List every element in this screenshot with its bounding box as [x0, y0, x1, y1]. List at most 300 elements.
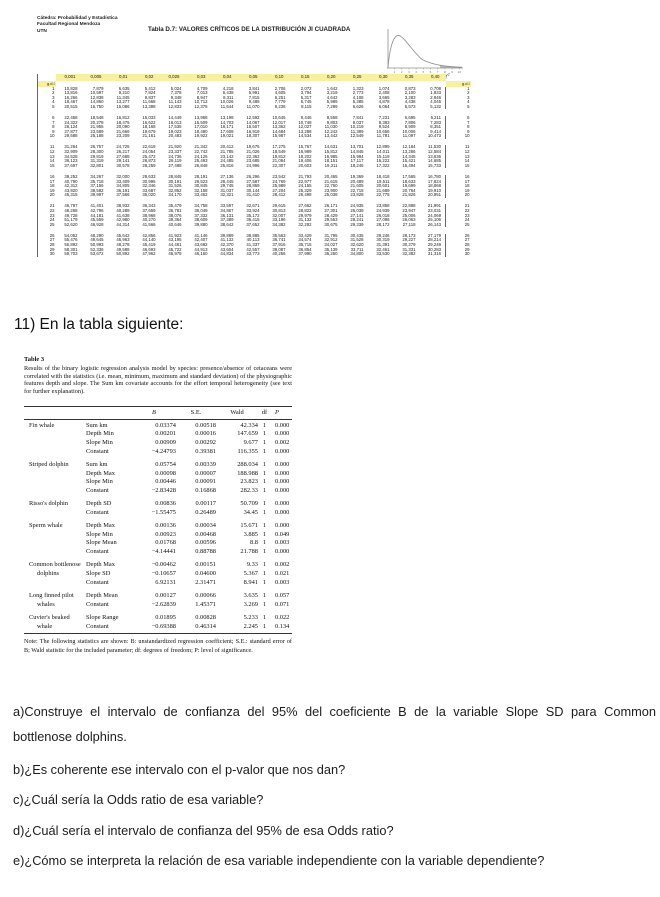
- wald-statistic: 8.941: [243, 578, 258, 586]
- degrees-of-freedom: 1: [262, 421, 267, 429]
- chi-critical-value: 9,210: [118, 91, 130, 96]
- chi-critical-value: 36,131: [220, 213, 234, 218]
- chi-critical-value: 40,270: [142, 218, 156, 223]
- regression-data-row: [24, 561, 292, 570]
- chi-critical-value: 28,241: [350, 218, 364, 223]
- chi-critical-value: 6,438: [222, 91, 234, 96]
- chi-critical-value: 22,362: [246, 154, 260, 159]
- species-name: [24, 531, 86, 540]
- wald-statistic: 188.988: [237, 469, 258, 477]
- gl-value-right: 8: [467, 125, 470, 130]
- chi-critical-value: 39,087: [272, 247, 286, 252]
- chi-critical-value: 28,214: [420, 238, 446, 243]
- gl-value-right: 27: [464, 238, 470, 243]
- chi-critical-value: 25,989: [272, 184, 286, 189]
- p-value: 0.002: [275, 561, 290, 569]
- chi-critical-value: 9,446: [300, 115, 312, 121]
- chi-critical-value: 12,833: [168, 104, 182, 109]
- species-name: [24, 478, 86, 487]
- chi-critical-value: 14,685: [420, 159, 446, 164]
- chi-critical-value: 42,980: [116, 218, 130, 223]
- p-value: 0.000: [275, 500, 290, 508]
- b-coefficient: 0.00836: [155, 500, 176, 508]
- chi-critical-value: 36,123: [64, 159, 78, 164]
- chi-critical-value: 44,140: [142, 238, 156, 243]
- chi-critical-value: 29,227: [402, 238, 416, 243]
- gl-value-left: 27: [49, 238, 55, 243]
- regression-data-row: [24, 531, 292, 540]
- gl-value-right: 15: [464, 163, 470, 168]
- chi-critical-value: 37,652: [246, 222, 260, 227]
- species-name: [24, 548, 86, 557]
- chi-critical-value: 25,816: [220, 163, 234, 168]
- chi-critical-value: 30,845: [194, 184, 208, 189]
- gl-value-right: 23: [464, 213, 470, 218]
- chi-critical-value: 25,006: [402, 213, 416, 218]
- chi-critical-value: 11,030: [324, 125, 338, 130]
- chi-critical-value: 21,920: [168, 145, 182, 150]
- chi-critical-values-table: [37, 74, 471, 257]
- chi-critical-value: 8,311: [223, 95, 234, 100]
- chi-critical-value: 9,037: [352, 120, 364, 125]
- chi-critical-value: 18,633: [402, 179, 416, 184]
- chi-critical-value: 37,566: [116, 193, 130, 198]
- chi-probability-header: 0,35: [394, 74, 420, 81]
- chi-critical-value: 26,171: [324, 204, 338, 209]
- chi-critical-value: 32,912: [324, 238, 338, 243]
- chi-critical-value: 21,826: [402, 193, 416, 198]
- b-coefficient: 0.00446: [155, 478, 176, 486]
- chi-critical-value: 12,184: [402, 145, 416, 150]
- wald-statistic: 15.671: [240, 522, 258, 530]
- variable-name: Slope Range: [86, 613, 119, 621]
- chi-critical-value: 40,256: [272, 252, 286, 257]
- chi-critical-value: 40,289: [116, 208, 130, 214]
- degrees-of-freedom: 1: [262, 600, 267, 608]
- chi-critical-value: 25,038: [324, 193, 338, 198]
- gl-value-right: 30: [464, 252, 470, 257]
- gl-value-right: 29: [464, 247, 470, 252]
- chi-critical-value: 43,662: [194, 243, 208, 248]
- chi-critical-value: 45,315: [64, 193, 78, 198]
- chi-critical-value: 2,100: [404, 91, 416, 96]
- chi-critical-value: 1,833: [420, 91, 446, 96]
- chi-critical-value: 11,143: [168, 100, 182, 105]
- chi-critical-value: 30,435: [350, 233, 364, 238]
- p-value: 0.000: [275, 508, 290, 516]
- regression-data-row: [24, 470, 292, 479]
- chi-critical-value: 30,144: [246, 188, 260, 193]
- chi-critical-value: 19,021: [220, 134, 234, 139]
- chi-critical-value: 38,885: [246, 233, 260, 238]
- gl-value-left: 5: [52, 104, 55, 109]
- curve-tick-label: 9: [451, 70, 453, 74]
- b-coefficient: −4.24793: [151, 447, 176, 455]
- curve-tick-label: 1: [393, 70, 396, 74]
- chi-critical-value: 27,301: [324, 208, 338, 214]
- chi-critical-value: 14,011: [376, 150, 390, 155]
- chi-critical-value: 19,812: [272, 154, 286, 159]
- chi-critical-value: 18,475: [116, 120, 130, 125]
- chi-critical-value: 37,916: [272, 243, 286, 248]
- chi-critical-value: 39,997: [90, 193, 104, 198]
- chi-critical-value: 32,801: [90, 163, 104, 168]
- chi-critical-value: 11,668: [142, 100, 156, 105]
- regression-header-spacer: [86, 409, 132, 418]
- chi-critical-value: 49,588: [116, 247, 130, 252]
- curve-tick-label: 8: [444, 70, 446, 74]
- wald-statistic: 50.709: [240, 500, 258, 508]
- chi-critical-value: 27,204: [272, 188, 286, 193]
- chi-critical-value: 2,706: [274, 86, 286, 91]
- chi-critical-value: 17,565: [402, 174, 416, 179]
- chi-critical-value: 38,642: [220, 222, 234, 227]
- variable-name: Slope Min: [86, 530, 113, 538]
- chi-critical-value: 13,701: [350, 145, 364, 150]
- chi-critical-value: 23,828: [350, 193, 364, 198]
- chi-critical-value: 10,748: [298, 120, 312, 125]
- gl-value-right: 5: [467, 104, 470, 109]
- gl-value-right: 26: [464, 233, 470, 238]
- chi-critical-value: 29,633: [142, 174, 156, 179]
- species-name: whales: [37, 600, 55, 608]
- chi-critical-value: 13,442: [324, 134, 338, 139]
- standard-error: 0.00151: [195, 561, 216, 569]
- chi-critical-value: 16,266: [64, 95, 78, 100]
- chi-critical-value: 36,049: [194, 208, 208, 214]
- chi-probability-header: 0,01: [108, 74, 134, 81]
- chi-critical-value: 31,526: [168, 184, 182, 189]
- chi-critical-value: 24,485: [220, 159, 234, 164]
- chi-critical-value: 15,733: [420, 164, 446, 169]
- chi-critical-value: 9,414: [420, 130, 446, 135]
- gl-value-left: 19: [49, 188, 55, 193]
- chi-critical-value: 2,072: [300, 86, 312, 91]
- chi-critical-value: 22,718: [350, 188, 364, 193]
- regression-data-row: [24, 500, 292, 509]
- standard-error: 0.00007: [195, 469, 216, 477]
- chi-critical-value: 24,725: [116, 145, 130, 150]
- chi-critical-value: 51,179: [64, 218, 78, 223]
- chi-critical-value: 40,113: [246, 238, 260, 243]
- chi-critical-value: 32,158: [194, 188, 208, 193]
- chi-critical-value: 34,574: [298, 238, 312, 243]
- species-name: Striped dolphin: [29, 460, 69, 468]
- standard-error: 0.04600: [195, 570, 216, 578]
- chi-critical-value: 22,888: [402, 204, 416, 209]
- p-value: 0.002: [275, 438, 290, 446]
- chi-critical-value: 30,191: [168, 179, 182, 184]
- chi-critical-value: 38,076: [168, 213, 182, 218]
- chi-critical-value: 4,218: [222, 86, 234, 91]
- gl-value-left: 20: [49, 193, 55, 198]
- chi-critical-value: 21,666: [116, 129, 130, 134]
- chi-critical-value: 31,391: [376, 243, 390, 248]
- chi-critical-value: 7,013: [196, 91, 208, 96]
- chi-critical-value: 36,343: [142, 204, 156, 209]
- gl-value-right: 2: [467, 91, 470, 96]
- chi-critical-value: 27,136: [220, 174, 234, 179]
- chi-critical-value: 15,767: [298, 145, 312, 150]
- chi-critical-value: 33,409: [116, 179, 130, 184]
- chi-critical-value: 23,542: [272, 174, 286, 179]
- chi-critical-value: 21,161: [142, 134, 156, 139]
- chi-critical-value: 50,993: [90, 243, 104, 248]
- chi-critical-value: 45,722: [168, 247, 182, 252]
- degrees-of-freedom: 1: [262, 508, 267, 516]
- table3-caption: Results of the binary logistic regression analysis model by species: presence/absence of cetaceans were correlated with the statistics (i.e. mean, minimum, maximum and standard deviation) of the physiographic features depth and slope. The Sum km covariate accounts for the effort temporal heterogeneity (see text for further explanation).: [24, 365, 292, 396]
- header-catedra: Cátedra: Probabilidad y Estadística: [37, 16, 118, 21]
- chi-critical-value: 10,219: [350, 125, 364, 130]
- chi-critical-value: 11,644: [220, 104, 234, 109]
- chi-critical-value: 27,118: [402, 222, 416, 227]
- chi-critical-value: 56,892: [64, 243, 78, 248]
- gl-value-left: 6: [52, 115, 55, 121]
- standard-error: 0.00468: [195, 530, 216, 538]
- chi-critical-value: 24,054: [142, 150, 156, 155]
- chi-critical-value: 23,142: [220, 154, 234, 159]
- chi-critical-value: 12,027: [298, 125, 312, 130]
- chi-critical-value: 26,143: [420, 223, 446, 228]
- chi-critical-value: 20,489: [350, 179, 364, 184]
- chi-critical-value: 20,483: [168, 134, 182, 139]
- curve-tick-label: 10: [457, 70, 461, 74]
- degrees-of-freedom: 1: [262, 500, 267, 508]
- table3-label: Table 3: [24, 356, 45, 363]
- chi-critical-value: 16,171: [220, 125, 234, 130]
- b-coefficient: −0.00462: [151, 561, 176, 569]
- chi-critical-value: 26,873: [142, 159, 156, 164]
- chi-critical-value: 4,045: [420, 100, 446, 105]
- regression-column-header: Wald: [230, 408, 244, 416]
- chi-critical-value: 14,845: [350, 150, 364, 155]
- chi-critical-value: 39,252: [64, 174, 78, 179]
- chi-critical-value: 6,064: [378, 104, 390, 109]
- chi-critical-value: 35,479: [168, 204, 182, 209]
- chi-critical-value: 16,013: [168, 120, 182, 125]
- standard-error: 0.88788: [195, 548, 216, 556]
- regression-column-header: P: [275, 408, 279, 416]
- chi-critical-value: 37,697: [64, 163, 78, 168]
- chi-critical-value: 27,688: [116, 154, 130, 159]
- species-name: [24, 470, 86, 479]
- gl-value-left: 22: [49, 208, 55, 214]
- chi-critical-value: 19,699: [402, 184, 416, 189]
- gl-value-right: 20: [464, 193, 470, 198]
- chi-critical-value: 9,803: [326, 120, 338, 125]
- chi-critical-value: 28,259: [142, 163, 156, 168]
- chi-critical-value: 41,337: [246, 243, 260, 248]
- chi-critical-value: 30,283: [420, 248, 446, 253]
- gl-value-right: 6: [467, 115, 470, 121]
- variable-name: Slope Min: [86, 438, 113, 446]
- gl-value-right: 10: [464, 134, 470, 139]
- chi-critical-value: 17,535: [168, 125, 182, 130]
- species-name: whale: [37, 622, 53, 630]
- chi-data-row: [38, 223, 471, 228]
- chi-critical-value: 1,074: [378, 86, 390, 91]
- chi-critical-value: 43,773: [246, 252, 260, 257]
- chi-critical-value: 7,283: [420, 121, 446, 126]
- chi-critical-value: 22,977: [298, 179, 312, 184]
- gl-header-right: g.d.l: [446, 81, 471, 87]
- chi-critical-value: 5,317: [300, 95, 312, 100]
- chi-data-row: [38, 252, 471, 257]
- chi-critical-value: 30,675: [324, 222, 338, 227]
- chi-critical-value: 9,236: [274, 104, 286, 109]
- chi-critical-value: 2,946: [420, 96, 446, 101]
- chi-critical-value: 54,052: [64, 233, 78, 238]
- chi-critical-value: 36,415: [246, 218, 260, 223]
- chi-critical-value: 33,597: [220, 204, 234, 209]
- degrees-of-freedom: 1: [262, 530, 267, 538]
- chi-critical-value: 29,246: [376, 233, 390, 238]
- b-coefficient: 0.00127: [155, 591, 176, 599]
- chi-critical-value: 15,421: [402, 159, 416, 164]
- chi-critical-value: 34,528: [64, 154, 78, 159]
- standard-error: 0.00066: [195, 591, 216, 599]
- variable-name: Depth Max: [86, 469, 115, 477]
- chi-critical-value: 24,736: [168, 154, 182, 159]
- chi-critical-value: 23,858: [376, 204, 390, 209]
- chi-critical-value: 46,928: [90, 222, 104, 227]
- curve-tick-label: 5: [422, 70, 425, 74]
- regression-header-spacer: [24, 409, 86, 418]
- chi-critical-value: 15,509: [194, 120, 208, 125]
- chi-critical-value: 25,329: [298, 188, 312, 193]
- chi-critical-value: 15,086: [116, 104, 130, 109]
- chi-critical-value: 39,880: [194, 222, 208, 227]
- chi-critical-value: 20,090: [116, 125, 130, 130]
- chi-critical-value: 3,665: [378, 95, 390, 100]
- chi-critical-value: 10,712: [194, 100, 208, 105]
- chi-critical-value: 36,741: [272, 238, 286, 243]
- standard-error: 0.16868: [195, 486, 216, 494]
- chi-critical-value: 28,869: [246, 184, 260, 189]
- variable-name: Depth Max: [86, 522, 115, 530]
- standard-error: 0.00828: [195, 613, 216, 621]
- variable-name: Constant: [86, 508, 109, 516]
- chi-critical-value: 14,703: [220, 120, 234, 125]
- chi-critical-value: 24,322: [64, 120, 78, 125]
- species-name: Fin whale: [29, 421, 55, 429]
- chi-critical-value: 20,412: [220, 145, 234, 150]
- chi-critical-value: 28,173: [402, 233, 416, 238]
- regression-column-header: B: [152, 408, 156, 416]
- chi-critical-value: 21,064: [272, 159, 286, 164]
- chi-critical-value: 42,312: [64, 184, 78, 189]
- degrees-of-freedom: 1: [262, 570, 267, 578]
- chi-critical-value: 47,962: [142, 252, 156, 257]
- degrees-of-freedom: 1: [262, 460, 267, 468]
- question-d: d)¿Cuál sería el intervalo de confianza del 95% de esa Odds ratio?: [13, 823, 394, 838]
- curve-tick-label: 6: [429, 70, 432, 74]
- chi-critical-value: 48,268: [64, 208, 78, 214]
- regression-data-row: [24, 579, 292, 588]
- gl-value-right: 12: [464, 150, 470, 155]
- chi-critical-value: 38,932: [116, 204, 130, 209]
- curve-tick-label: 2: [400, 70, 403, 74]
- table3-block: [24, 356, 292, 655]
- chi-critical-value: 37,389: [220, 218, 234, 223]
- chi-critical-value: 26,039: [350, 208, 364, 214]
- chi-critical-value: 18,548: [90, 115, 104, 121]
- chi-critical-value: 23,589: [90, 129, 104, 134]
- chi-critical-value: 16,222: [376, 159, 390, 164]
- species-name: Sperm whale: [29, 522, 63, 530]
- gl-value-left: 14: [49, 159, 55, 164]
- chi-critical-value: 3,794: [300, 91, 312, 96]
- chi-critical-value: 18,868: [420, 184, 446, 189]
- chi-critical-value: 11,097: [402, 134, 416, 139]
- chi-critical-value: 27,488: [168, 163, 182, 168]
- chi-critical-value: 43,820: [64, 188, 78, 193]
- chi-critical-value: 27,096: [376, 218, 390, 223]
- gl-value-right: 16: [464, 174, 470, 179]
- chi-critical-value: 26,217: [116, 150, 130, 155]
- chi-critical-value: 3,219: [326, 91, 338, 96]
- regression-data-row: [24, 439, 292, 448]
- degrees-of-freedom: 1: [262, 478, 267, 486]
- chi-critical-value: 25,188: [90, 134, 104, 139]
- standard-error: 0.00034: [195, 522, 216, 530]
- regression-data-row: [24, 509, 292, 518]
- chi-critical-value: 41,566: [142, 222, 156, 227]
- chi-critical-value: 23,900: [324, 188, 338, 193]
- degrees-of-freedom: 1: [262, 548, 267, 556]
- chi-critical-value: 37,156: [90, 184, 104, 189]
- chi-critical-value: 19,910: [420, 189, 446, 194]
- chi-critical-value: 12,584: [420, 150, 446, 155]
- chi-critical-value: 10,828: [64, 86, 78, 91]
- chi-critical-value: 38,582: [90, 188, 104, 193]
- chi-critical-value: 37,659: [142, 208, 156, 214]
- chi-probability-header: 0,40: [420, 74, 446, 81]
- gl-value-right: 18: [464, 184, 470, 189]
- chi-critical-value: 12,899: [376, 145, 390, 150]
- species-name: Long finned pilot: [29, 591, 74, 599]
- chi-critical-value: 31,319: [90, 159, 104, 164]
- chi-critical-value: 32,671: [246, 204, 260, 209]
- gl-value-left: 18: [49, 184, 55, 189]
- chi-critical-value: 7,841: [352, 115, 364, 121]
- gl-value-right: 11: [465, 145, 470, 150]
- variable-name: Slope SD: [86, 570, 111, 578]
- chi-probability-header: 0,30: [368, 74, 394, 81]
- chi-critical-value: 34,382: [272, 222, 286, 227]
- chi-critical-value: 29,523: [194, 179, 208, 184]
- regression-table: [24, 406, 292, 634]
- p-value: 0.000: [275, 548, 290, 556]
- p-value: 0.003: [275, 578, 290, 586]
- chi-critical-value: 32,282: [298, 222, 312, 227]
- b-coefficient: −0.10657: [151, 570, 176, 578]
- chi-critical-value: 19,922: [194, 134, 208, 139]
- species-name: [24, 579, 86, 588]
- chi-critical-value: 19,679: [142, 129, 156, 134]
- chi-probability-header: 0,20: [316, 74, 342, 81]
- chi-critical-value: 44,461: [168, 243, 182, 248]
- chi-critical-value: 10,597: [90, 91, 104, 96]
- chi-critical-value: 8,947: [196, 95, 208, 100]
- regression-header-row: [24, 407, 292, 420]
- chi-critical-value: 4,108: [352, 95, 364, 100]
- question-c: c)¿Cuál sería la Odds ratio de esa variable?: [13, 792, 264, 807]
- chi-critical-value: 7,378: [170, 91, 182, 96]
- variable-name: Depth Max: [86, 561, 115, 569]
- chi-critical-value: 17,824: [420, 180, 446, 185]
- b-coefficient: 0.01895: [155, 613, 176, 621]
